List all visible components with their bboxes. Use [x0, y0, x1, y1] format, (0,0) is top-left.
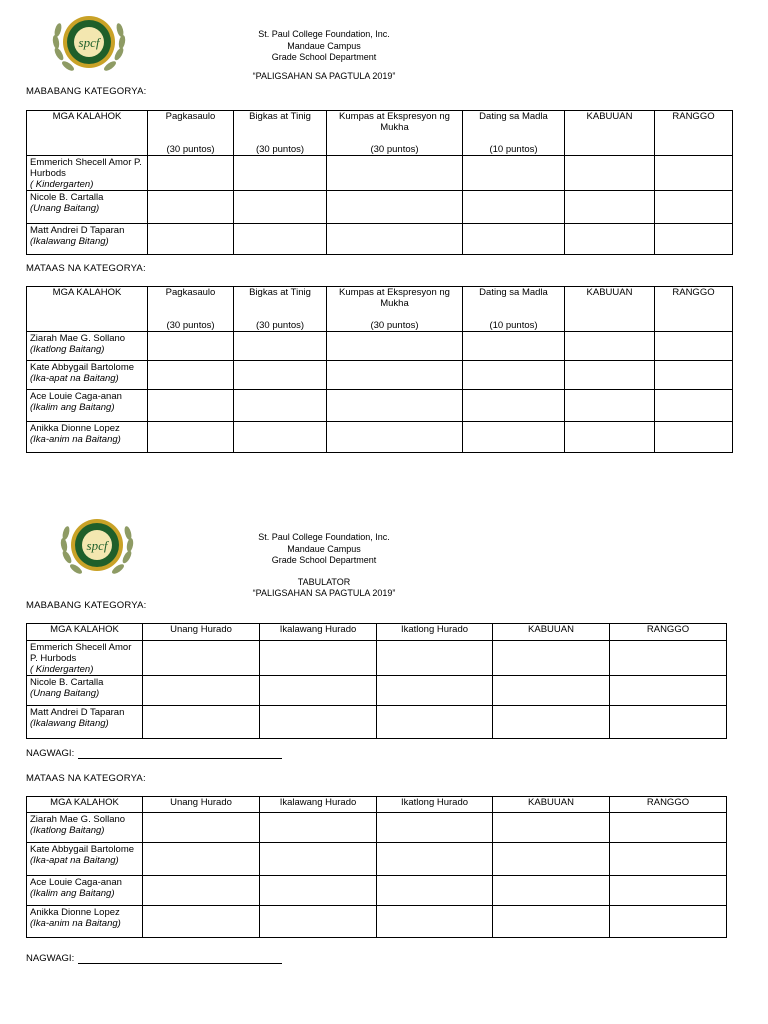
- score-cell[interactable]: [463, 361, 565, 390]
- department-name: Grade School Department: [271, 52, 377, 62]
- contestant-cell: Anikka Dionne Lopez (Ika-anim na Baitang): [27, 906, 143, 938]
- svg-text:spcf: spcf: [86, 538, 108, 553]
- score-cell[interactable]: [463, 156, 565, 191]
- contestant-cell: Ace Louie Caga-anan (Ikalim ang Baitang): [27, 876, 143, 906]
- table-row: [27, 676, 727, 706]
- score-cell[interactable]: [143, 641, 260, 676]
- table-row: [27, 361, 733, 390]
- score-cell[interactable]: [377, 706, 493, 739]
- page2-header: [150, 532, 498, 600]
- rank-cell[interactable]: [610, 876, 727, 906]
- rank-cell[interactable]: [610, 813, 727, 843]
- score-cell[interactable]: [143, 876, 260, 906]
- score-cell[interactable]: [463, 332, 565, 361]
- total-cell[interactable]: [493, 876, 610, 906]
- score-cell[interactable]: [143, 906, 260, 938]
- rank-cell[interactable]: [610, 676, 727, 706]
- contestant-cell: Ziarah Mae G. Sollano (Ikatlong Baitang): [27, 332, 148, 361]
- column-header: KABUUAN: [493, 624, 610, 641]
- score-cell[interactable]: [234, 361, 327, 390]
- score-cell[interactable]: [377, 641, 493, 676]
- tabulator-title: TABULATOR: [297, 576, 351, 587]
- score-cell[interactable]: [260, 676, 377, 706]
- table-row: [27, 191, 733, 224]
- score-cell[interactable]: [148, 156, 234, 191]
- score-cell[interactable]: [327, 156, 463, 191]
- column-header: KABUUAN: [565, 287, 655, 332]
- total-cell[interactable]: [493, 706, 610, 739]
- score-cell[interactable]: [234, 191, 327, 224]
- contestant-cell: Matt Andrei D Taparan (Ikalawang Bitang): [27, 706, 143, 739]
- rank-cell[interactable]: [655, 390, 733, 422]
- score-cell[interactable]: [377, 843, 493, 876]
- column-header: Ikalawang Hurado: [260, 624, 377, 641]
- scoring-table-high: [26, 286, 733, 453]
- total-cell[interactable]: [565, 224, 655, 255]
- score-cell[interactable]: [377, 906, 493, 938]
- winner-label: NAGWAGI:: [26, 953, 75, 964]
- column-header: Unang Hurado: [143, 797, 260, 813]
- contestant-cell: Matt Andrei D Taparan (Ikalawang Bitang): [27, 224, 148, 255]
- column-header: Ikatlong Hurado: [377, 624, 493, 641]
- column-header: Unang Hurado: [143, 624, 260, 641]
- total-cell[interactable]: [493, 641, 610, 676]
- score-cell[interactable]: [148, 224, 234, 255]
- score-cell[interactable]: [143, 676, 260, 706]
- campus-name: Mandaue Campus: [287, 40, 361, 51]
- total-cell[interactable]: [565, 361, 655, 390]
- column-header: KABUUAN: [493, 797, 610, 813]
- total-cell[interactable]: [565, 191, 655, 224]
- column-header: RANGGO: [610, 797, 727, 813]
- score-cell[interactable]: [260, 706, 377, 739]
- tabulator-table-high: [26, 796, 727, 938]
- rank-cell[interactable]: [610, 641, 727, 676]
- column-header: MGA KALAHOK: [27, 287, 148, 332]
- scoring-table-low: [26, 110, 733, 255]
- total-cell[interactable]: [565, 332, 655, 361]
- column-header: RANGGO: [655, 287, 733, 332]
- table-row: [27, 156, 733, 191]
- table-row: [27, 876, 727, 906]
- score-cell[interactable]: [260, 813, 377, 843]
- table-row: [27, 332, 733, 361]
- svg-text:spcf: spcf: [78, 35, 100, 50]
- score-cell[interactable]: [148, 361, 234, 390]
- total-cell[interactable]: [493, 906, 610, 938]
- column-header: Pagkasaulo (30 puntos): [148, 287, 234, 332]
- column-header: Bigkas at Tinig (30 puntos): [234, 287, 327, 332]
- total-cell[interactable]: [565, 156, 655, 191]
- winner-label: NAGWAGI:: [26, 748, 75, 759]
- column-header: Ikalawang Hurado: [260, 797, 377, 813]
- column-header: MGA KALAHOK: [27, 624, 143, 641]
- score-cell[interactable]: [260, 876, 377, 906]
- rank-cell[interactable]: [610, 843, 727, 876]
- contestant-cell: Nicole B. Cartalla (Unang Baitang): [27, 676, 143, 706]
- column-header: Kumpas at Ekspresyon ng Mukha (30 puntos): [327, 287, 463, 332]
- score-cell[interactable]: [463, 422, 565, 453]
- rank-cell[interactable]: [655, 224, 733, 255]
- table-row: [27, 906, 727, 938]
- score-cell[interactable]: [327, 224, 463, 255]
- score-cell[interactable]: [143, 813, 260, 843]
- score-cell[interactable]: [234, 422, 327, 453]
- score-cell[interactable]: [463, 224, 565, 255]
- score-cell[interactable]: [148, 191, 234, 224]
- column-header: RANGGO: [655, 111, 733, 156]
- rank-cell[interactable]: [655, 332, 733, 361]
- table-row: [27, 813, 727, 843]
- column-header: RANGGO: [610, 624, 727, 641]
- score-cell[interactable]: [327, 361, 463, 390]
- total-cell[interactable]: [565, 422, 655, 453]
- campus-name: Mandaue Campus: [287, 543, 361, 554]
- score-cell[interactable]: [143, 706, 260, 739]
- score-cell[interactable]: [234, 390, 327, 422]
- contestant-cell: Kate Abbygail Bartolome (Ika-apat na Baitang): [27, 361, 148, 390]
- school-name: St. Paul College Foundation, Inc.: [258, 532, 390, 542]
- contestant-cell: Anikka Dionne Lopez (Ika-anim na Baitang): [27, 422, 148, 453]
- score-cell[interactable]: [377, 876, 493, 906]
- score-cell[interactable]: [463, 191, 565, 224]
- winner-line: [26, 748, 282, 759]
- school-name: St. Paul College Foundation, Inc.: [258, 29, 390, 39]
- column-header: MGA KALAHOK: [27, 797, 143, 813]
- total-cell[interactable]: [565, 390, 655, 422]
- contestant-cell: Kate Abbygail Bartolome (Ika-apat na Baitang): [27, 843, 143, 876]
- event-title: “PALIGSAHAN SA PAGTULA 2019”: [252, 70, 396, 81]
- rank-cell[interactable]: [655, 422, 733, 453]
- score-cell[interactable]: [260, 906, 377, 938]
- score-cell[interactable]: [463, 390, 565, 422]
- score-cell[interactable]: [148, 390, 234, 422]
- section-title: MATAAS NA KATEGORYA:: [26, 263, 146, 274]
- column-header: Dating sa Madla (10 puntos): [463, 287, 565, 332]
- winner-blank[interactable]: [78, 963, 282, 964]
- contestant-cell: Ace Louie Caga-anan (Ikalim ang Baitang): [27, 390, 148, 422]
- score-cell[interactable]: [327, 332, 463, 361]
- column-header: Pagkasaulo (30 puntos): [148, 111, 234, 156]
- section-title: MABABANG KATEGORYA:: [26, 600, 147, 611]
- rank-cell[interactable]: [655, 191, 733, 224]
- winner-line: [26, 953, 282, 964]
- table-row: [27, 390, 733, 422]
- table-row: [27, 641, 727, 676]
- rank-cell[interactable]: [655, 156, 733, 191]
- contestant-cell: Emmerich Shecell Amor P. Hurbods ( Kindergarten): [27, 641, 143, 676]
- score-cell[interactable]: [234, 156, 327, 191]
- contestant-cell: Nicole B. Cartalla (Unang Baitang): [27, 191, 148, 224]
- page1-header: [150, 29, 498, 82]
- column-header: Ikatlong Hurado: [377, 797, 493, 813]
- tabulator-table-low: [26, 623, 727, 739]
- column-header: Bigkas at Tinig (30 puntos): [234, 111, 327, 156]
- contestant-cell: Ziarah Mae G. Sollano (Ikatlong Baitang): [27, 813, 143, 843]
- column-header: Kumpas at Ekspresyon ng Mukha (30 puntos): [327, 111, 463, 156]
- school-seal-icon: [58, 513, 136, 581]
- score-cell[interactable]: [234, 332, 327, 361]
- score-cell[interactable]: [234, 224, 327, 255]
- event-title: “PALIGSAHAN SA PAGTULA 2019”: [252, 588, 396, 598]
- total-cell[interactable]: [493, 843, 610, 876]
- section-title: MATAAS NA KATEGORYA:: [26, 773, 146, 784]
- rank-cell[interactable]: [610, 906, 727, 938]
- score-cell[interactable]: [148, 332, 234, 361]
- total-cell[interactable]: [493, 813, 610, 843]
- column-header: KABUUAN: [565, 111, 655, 156]
- score-cell[interactable]: [260, 843, 377, 876]
- column-header: Dating sa Madla (10 puntos): [463, 111, 565, 156]
- rank-cell[interactable]: [655, 361, 733, 390]
- total-cell[interactable]: [493, 676, 610, 706]
- rank-cell[interactable]: [610, 706, 727, 739]
- score-cell[interactable]: [260, 641, 377, 676]
- column-header: MGA KALAHOK: [27, 111, 148, 156]
- table-row: [27, 422, 733, 453]
- table-row: [27, 706, 727, 739]
- table-row: [27, 224, 733, 255]
- score-cell[interactable]: [327, 422, 463, 453]
- winner-blank[interactable]: [78, 758, 282, 759]
- score-cell[interactable]: [148, 422, 234, 453]
- school-seal-icon: [50, 10, 128, 78]
- score-cell[interactable]: [377, 676, 493, 706]
- table-row: [27, 843, 727, 876]
- section-title: MABABANG KATEGORYA:: [26, 86, 147, 97]
- score-cell[interactable]: [327, 390, 463, 422]
- score-cell[interactable]: [377, 813, 493, 843]
- contestant-cell: Emmerich Shecell Amor P. Hurbods ( Kindergarten): [27, 156, 148, 191]
- score-cell[interactable]: [143, 843, 260, 876]
- department-name: Grade School Department: [271, 555, 377, 565]
- score-cell[interactable]: [327, 191, 463, 224]
